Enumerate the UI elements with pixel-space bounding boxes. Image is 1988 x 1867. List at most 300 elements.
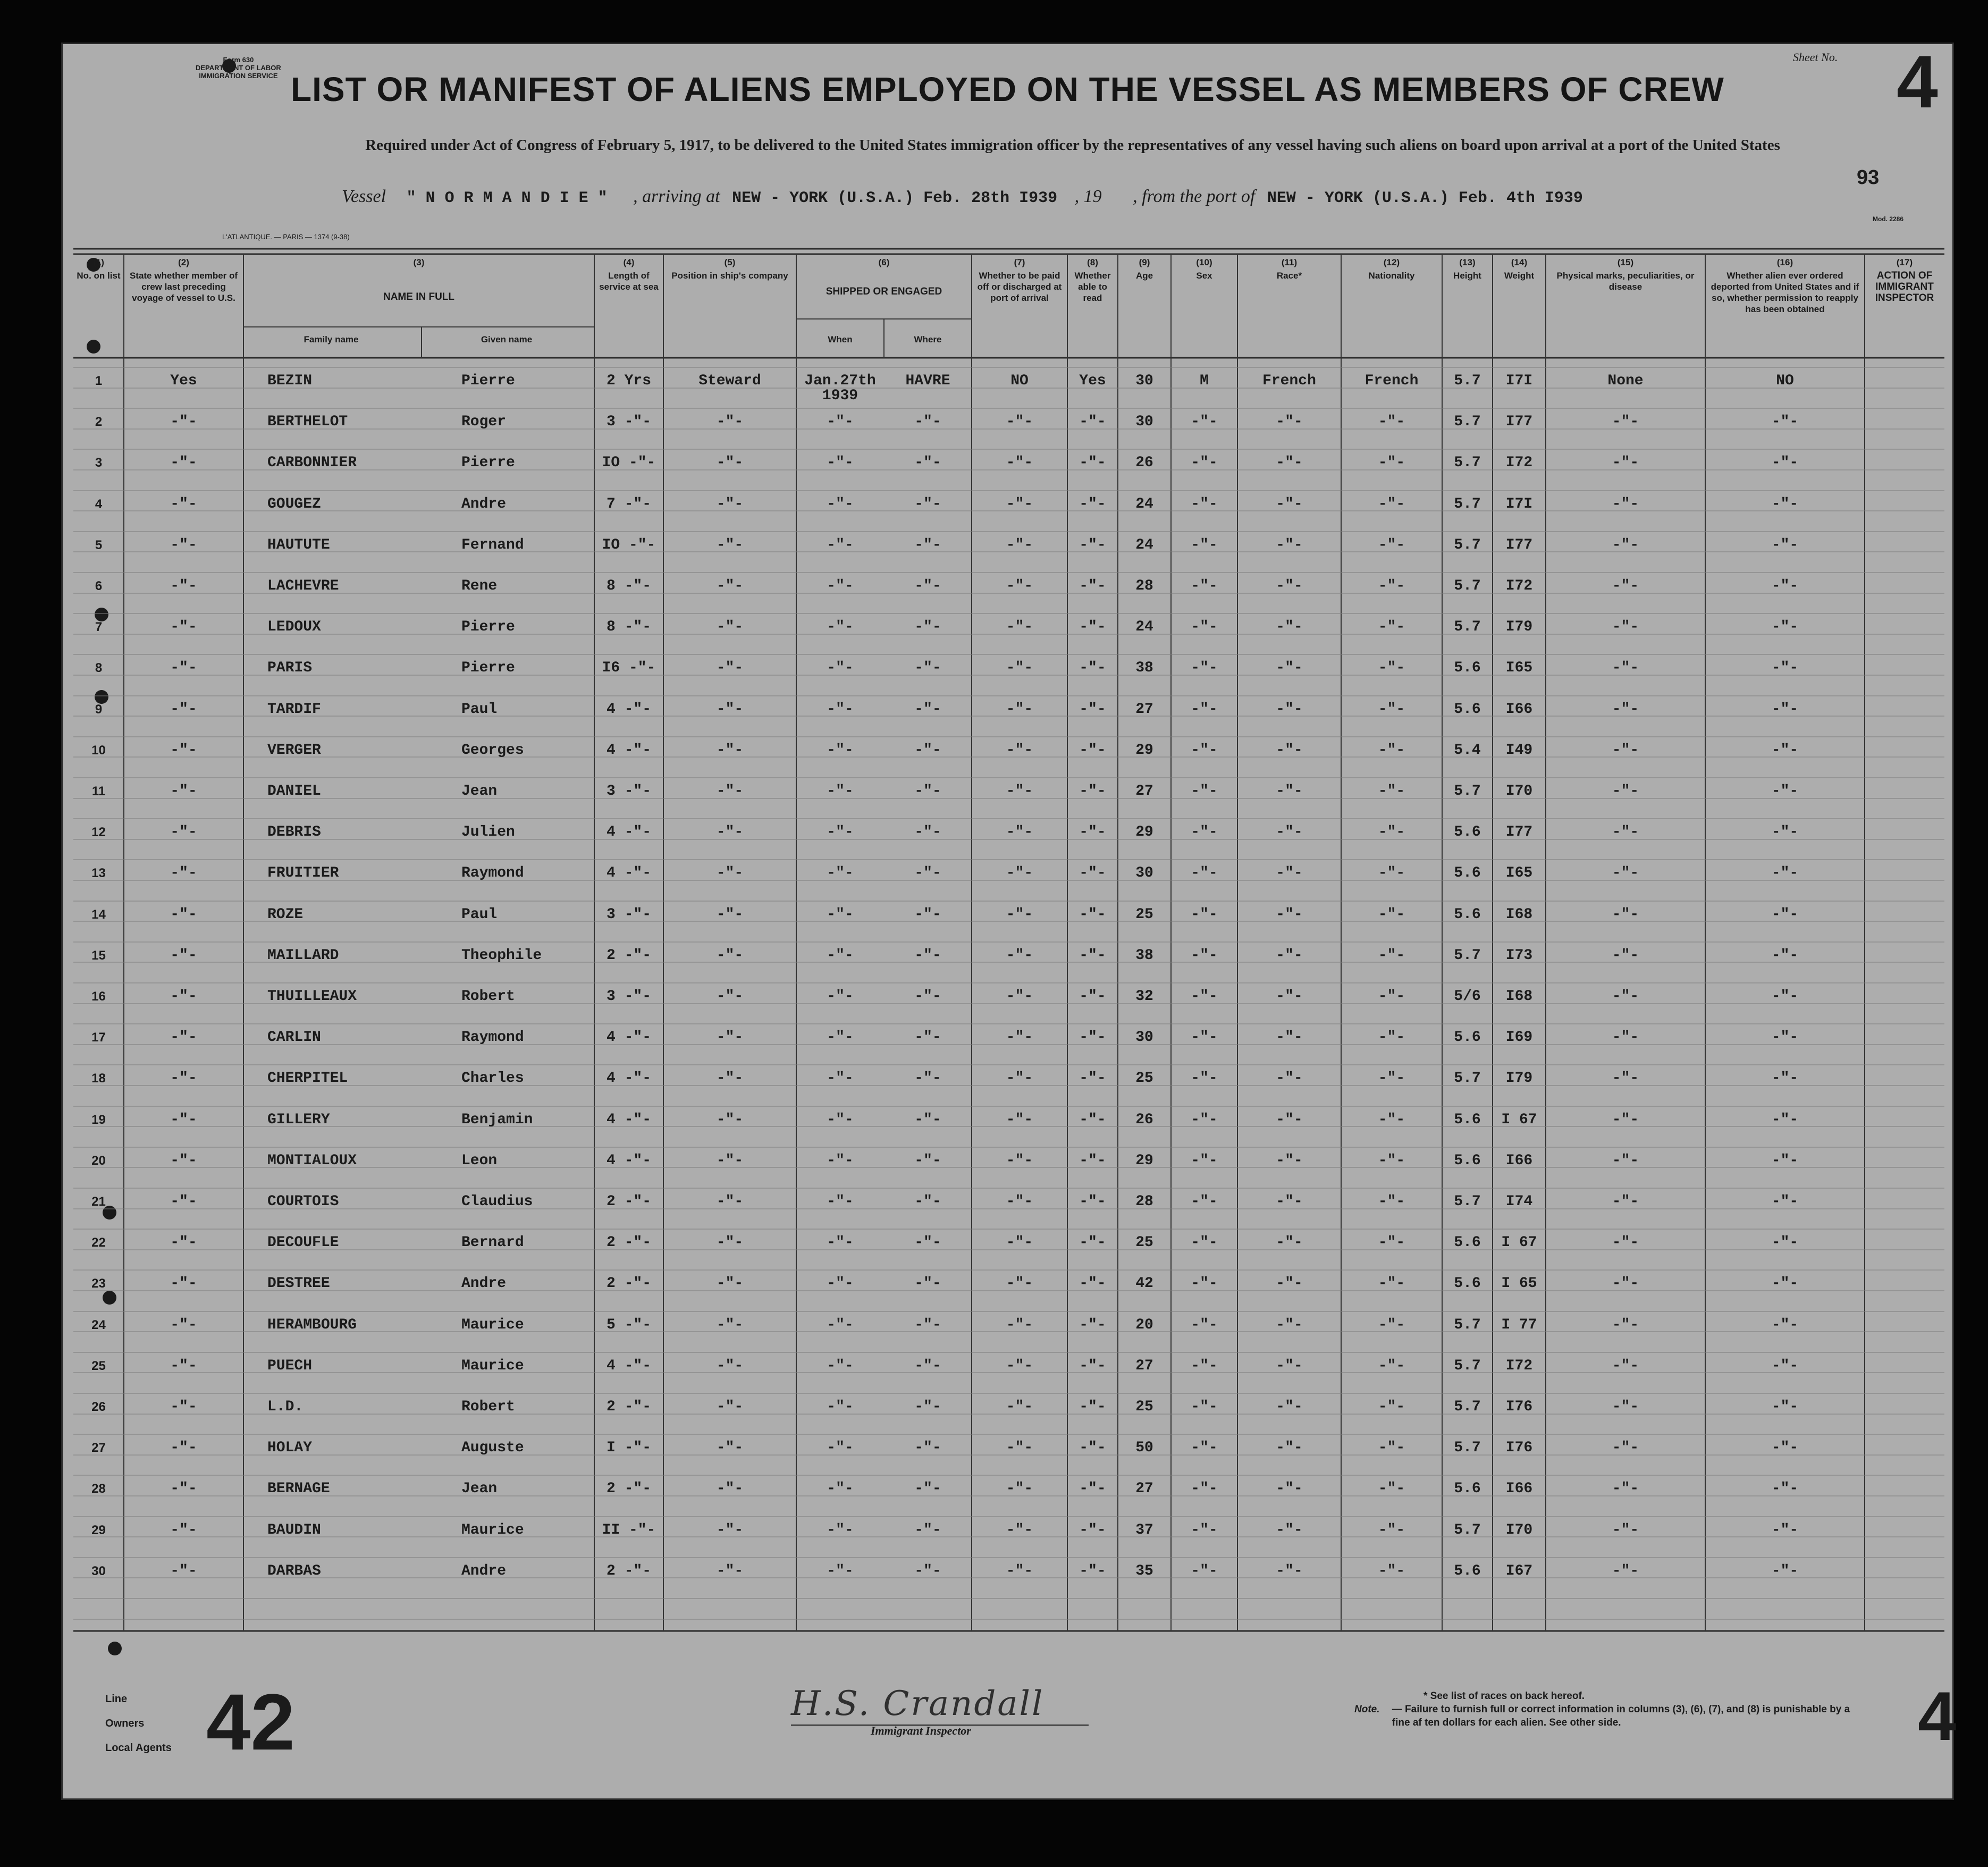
cell-given: Benjamin	[461, 1111, 533, 1128]
cell-marks: -"-	[1612, 783, 1639, 800]
cell-position: -"-	[716, 1275, 744, 1292]
cell-position: -"-	[716, 824, 744, 841]
cell-deported: -"-	[1771, 783, 1799, 800]
cell-service: 7 -"-	[606, 495, 651, 512]
column-subheader: When	[828, 334, 853, 344]
cell-paid: -"-	[1006, 619, 1033, 636]
cell-service: 8 -"-	[606, 578, 651, 594]
cell-nationality: -"-	[1378, 1357, 1405, 1374]
cell-sex: -"-	[1191, 1399, 1218, 1415]
cell-position: -"-	[716, 1399, 744, 1415]
cell-sex: -"-	[1191, 906, 1218, 923]
cell-service: 3 -"-	[606, 988, 651, 1005]
cell-race: -"-	[1276, 701, 1303, 718]
cell-sex: -"-	[1191, 701, 1218, 718]
manifest-sheet	[61, 40, 1957, 1800]
cell-sex: -"-	[1191, 1521, 1218, 1538]
cell-weight: I69	[1505, 1029, 1533, 1046]
cell-marks: -"-	[1612, 1193, 1639, 1210]
cell-no: 29	[91, 1523, 106, 1537]
cell-family: DANIEL	[267, 783, 321, 800]
cell-age: 24	[1135, 619, 1153, 636]
cell-sex: -"-	[1191, 783, 1218, 800]
cell-deported: -"-	[1771, 1481, 1799, 1498]
cell-read: -"-	[1079, 1316, 1106, 1333]
cell-prev: -"-	[170, 578, 197, 594]
cell-sex: -"-	[1191, 1440, 1218, 1457]
cell-read: -"-	[1079, 1275, 1106, 1292]
cell-read: -"-	[1079, 1399, 1106, 1415]
cell-service: 2 -"-	[606, 1481, 651, 1498]
cell-read: -"-	[1079, 495, 1106, 512]
column-number: (2)	[178, 257, 189, 267]
cell-when: -"-	[827, 1275, 854, 1292]
cell-paid: -"-	[1006, 495, 1033, 512]
cell-no: 13	[91, 866, 106, 881]
cell-height: 5.7	[1454, 947, 1481, 964]
cell-where: -"-	[914, 578, 941, 594]
cell-family: FRUITIER	[267, 865, 339, 882]
column-header: NAME IN FULL	[383, 291, 455, 302]
cell-position: -"-	[716, 1193, 744, 1210]
cell-sex: -"-	[1191, 660, 1218, 677]
cell-service: 4 -"-	[606, 1070, 651, 1087]
cell-family: MONTIALOUX	[267, 1152, 357, 1169]
cell-nationality: -"-	[1378, 906, 1405, 923]
cell-family: THUILLEAUX	[267, 988, 357, 1005]
cell-family: CARBONNIER	[267, 455, 357, 472]
cell-prev: -"-	[170, 1275, 197, 1292]
cell-deported: -"-	[1771, 1152, 1799, 1169]
cell-given: Pierre	[461, 619, 515, 636]
cell-given: Claudius	[461, 1193, 533, 1210]
cell-age: 25	[1135, 1234, 1153, 1251]
cell-nationality: -"-	[1378, 1070, 1405, 1087]
cell-when: -"-	[827, 947, 854, 964]
cell-given: Paul	[461, 906, 498, 923]
cell-deported: -"-	[1771, 1521, 1799, 1538]
cell-read: -"-	[1079, 578, 1106, 594]
cell-when: -"-	[827, 536, 854, 553]
column-header: Weight	[1504, 271, 1535, 281]
cell-when: -"-	[827, 865, 854, 882]
cell-paid: -"-	[1006, 1029, 1033, 1046]
cell-given: Theophile	[461, 947, 542, 964]
cell-race: -"-	[1276, 1521, 1303, 1538]
cell-height: 5.7	[1454, 1521, 1481, 1538]
cell-read: -"-	[1079, 701, 1106, 718]
cell-sex: M	[1200, 373, 1209, 389]
cell-prev: -"-	[170, 1029, 197, 1046]
cell-nationality: -"-	[1378, 1481, 1405, 1498]
cell-prev: -"-	[170, 865, 197, 882]
cell-where: -"-	[914, 906, 941, 923]
cell-prev: -"-	[170, 947, 197, 964]
cell-weight: I70	[1505, 783, 1533, 800]
cell-paid: -"-	[1006, 1399, 1033, 1415]
column-header: Age	[1135, 271, 1153, 281]
cell-race: -"-	[1276, 1070, 1303, 1087]
cell-family: GILLERY	[267, 1111, 330, 1128]
cell-weight: I76	[1505, 1440, 1533, 1457]
cell-family: CARLIN	[267, 1029, 321, 1046]
cell-sex: -"-	[1191, 1152, 1218, 1169]
sheet-number-footer: 4	[1918, 1677, 1957, 1755]
cell-position: -"-	[716, 536, 744, 553]
cell-nationality: -"-	[1378, 1316, 1405, 1333]
cell-family: CHERPITEL	[267, 1070, 348, 1087]
cell-service: 2 -"-	[606, 1562, 651, 1579]
cell-service: 5 -"-	[606, 1316, 651, 1333]
cell-age: 35	[1135, 1562, 1153, 1579]
cell-prev: -"-	[170, 1070, 197, 1087]
cell-when: -"-	[827, 1440, 854, 1457]
cell-marks: -"-	[1612, 1481, 1639, 1498]
mod-label: Mod. 2286	[1873, 215, 1904, 223]
cell-height: 5.7	[1454, 414, 1481, 431]
cell-height: 5.7	[1454, 1440, 1481, 1457]
cell-where: -"-	[914, 701, 941, 718]
cell-deported: -"-	[1771, 1440, 1799, 1457]
cell-prev: -"-	[170, 742, 197, 759]
cell-position: -"-	[716, 1111, 744, 1128]
cell-race: -"-	[1276, 1029, 1303, 1046]
cell-height: 5.6	[1454, 660, 1481, 677]
cell-position: -"-	[716, 455, 744, 472]
cell-when: -"-	[827, 619, 854, 636]
cell-read: -"-	[1079, 1521, 1106, 1538]
cell-paid: -"-	[1006, 988, 1033, 1005]
cell-prev: -"-	[170, 1316, 197, 1333]
document-title: LIST OR MANIFEST OF ALIENS EMPLOYED ON THE VESSEL AS MEMBERS OF CREW	[291, 70, 1724, 108]
cell-race: -"-	[1276, 1481, 1303, 1498]
cell-nationality: -"-	[1378, 660, 1405, 677]
cell-age: 27	[1135, 1481, 1153, 1498]
cell-where: -"-	[914, 1562, 941, 1579]
cell-sex: -"-	[1191, 1193, 1218, 1210]
cell-position: -"-	[716, 1481, 744, 1498]
cell-nationality: -"-	[1378, 1440, 1405, 1457]
cell-height: 5.7	[1454, 495, 1481, 512]
cell-read: -"-	[1079, 414, 1106, 431]
cell-given: Auguste	[461, 1440, 524, 1457]
cell-marks: -"-	[1612, 824, 1639, 841]
cell-when: -"-	[827, 495, 854, 512]
cell-given: Fernand	[461, 536, 524, 553]
cell-age: 28	[1135, 578, 1153, 594]
cell-read: -"-	[1079, 906, 1106, 923]
cell-height: 5.6	[1454, 906, 1481, 923]
cell-given: Andre	[461, 1275, 507, 1292]
cell-weight: I77	[1505, 824, 1533, 841]
cell-where: -"-	[914, 783, 941, 800]
page-number: 93	[1857, 166, 1880, 189]
cell-where: -"-	[914, 455, 941, 472]
cell-when: -"-	[827, 1234, 854, 1251]
cell-position: -"-	[716, 1440, 744, 1457]
cell-deported: -"-	[1771, 619, 1799, 636]
cell-paid: -"-	[1006, 1111, 1033, 1128]
inspector-label: Immigrant Inspector	[871, 1724, 971, 1737]
cell-position: -"-	[716, 1152, 744, 1169]
footer-notes	[1354, 1689, 1871, 1729]
cell-height: 5.7	[1454, 536, 1481, 553]
cell-deported: -"-	[1771, 824, 1799, 841]
cell-race: -"-	[1276, 1152, 1303, 1169]
cell-read: -"-	[1079, 1152, 1106, 1169]
cell-sex: -"-	[1191, 1275, 1218, 1292]
cell-marks: -"-	[1612, 1316, 1639, 1333]
cell-position: -"-	[716, 495, 744, 512]
cell-service: IO -"-	[602, 536, 656, 553]
cell-marks: -"-	[1612, 988, 1639, 1005]
cell-prev: -"-	[170, 1440, 197, 1457]
cell-age: 30	[1135, 414, 1153, 431]
cell-sex: -"-	[1191, 1562, 1218, 1579]
cell-deported: -"-	[1771, 988, 1799, 1005]
cell-age: 38	[1135, 660, 1153, 677]
cell-service: 4 -"-	[606, 824, 651, 841]
cell-race: -"-	[1276, 578, 1303, 594]
cell-weight: I70	[1505, 1521, 1533, 1538]
cell-age: 50	[1135, 1440, 1153, 1457]
cell-service: 2 -"-	[606, 1399, 651, 1415]
cell-prev: -"-	[170, 824, 197, 841]
cell-service: I6 -"-	[602, 660, 656, 677]
cell-where: -"-	[914, 495, 941, 512]
cell-sex: -"-	[1191, 1316, 1218, 1333]
cell-nationality: -"-	[1378, 495, 1405, 512]
cell-prev: -"-	[170, 495, 197, 512]
cell-when: -"-	[827, 455, 854, 472]
cell-nationality: -"-	[1378, 1029, 1405, 1046]
cell-position: -"-	[716, 1521, 744, 1538]
cell-height: 5.7	[1454, 1316, 1481, 1333]
cell-where: -"-	[914, 1234, 941, 1251]
cell-age: 25	[1135, 906, 1153, 923]
cell-position: -"-	[716, 783, 744, 800]
cell-prev: -"-	[170, 414, 197, 431]
cell-prev: -"-	[170, 660, 197, 677]
cell-paid: -"-	[1006, 1275, 1033, 1292]
cell-given: Paul	[461, 701, 498, 718]
cell-deported: -"-	[1771, 865, 1799, 882]
cell-paid: NO	[1010, 373, 1029, 389]
cell-when: -"-	[827, 1562, 854, 1579]
cell-height: 5.6	[1454, 1481, 1481, 1498]
cell-marks: -"-	[1612, 1234, 1639, 1251]
cell-age: 24	[1135, 495, 1153, 512]
cell-age: 30	[1135, 373, 1153, 389]
cell-weight: I74	[1505, 1193, 1533, 1210]
cell-position: -"-	[716, 414, 744, 431]
cell-given: Roger	[461, 414, 507, 431]
cell-race: -"-	[1276, 783, 1303, 800]
cell-race: -"-	[1276, 824, 1303, 841]
cell-family: COURTOIS	[267, 1193, 339, 1210]
cell-race: -"-	[1276, 865, 1303, 882]
column-subheader: Family name	[304, 334, 359, 344]
column-number: (4)	[623, 257, 635, 267]
cell-paid: -"-	[1006, 701, 1033, 718]
cell-prev: -"-	[170, 455, 197, 472]
cell-service: 3 -"-	[606, 414, 651, 431]
cell-given: Leon	[461, 1152, 498, 1169]
cell-paid: -"-	[1006, 783, 1033, 800]
cell-height: 5.6	[1454, 1152, 1481, 1169]
cell-paid: -"-	[1006, 1521, 1033, 1538]
cell-position: -"-	[716, 906, 744, 923]
cell-height: 5.7	[1454, 1399, 1481, 1415]
cell-paid: -"-	[1006, 414, 1033, 431]
cell-read: -"-	[1079, 1357, 1106, 1374]
cell-paid: -"-	[1006, 1152, 1033, 1169]
cell-paid: -"-	[1006, 906, 1033, 923]
cell-family: DARBAS	[267, 1562, 321, 1579]
cell-marks: -"-	[1612, 455, 1639, 472]
cell-service: 2 -"-	[606, 1275, 651, 1292]
cell-service: II -"-	[602, 1521, 656, 1538]
cell-age: 29	[1135, 1152, 1153, 1169]
cell-race: -"-	[1276, 414, 1303, 431]
cell-when: -"-	[827, 1357, 854, 1374]
cell-marks: -"-	[1612, 1111, 1639, 1128]
cell-where: HAVRE	[905, 373, 950, 389]
cell-no: 30	[91, 1563, 106, 1578]
cell-deported: -"-	[1771, 536, 1799, 553]
column-header: Nationality	[1368, 271, 1415, 281]
cell-age: 29	[1135, 824, 1153, 841]
cell-no: 6	[95, 579, 103, 593]
cell-read: -"-	[1079, 1481, 1106, 1498]
cell-weight: I49	[1505, 742, 1533, 759]
cell-when: -"-	[827, 1521, 854, 1538]
cell-service: 3 -"-	[606, 906, 651, 923]
cell-weight: I 77	[1501, 1316, 1537, 1333]
cell-nationality: -"-	[1378, 414, 1405, 431]
cell-position: -"-	[716, 1562, 744, 1579]
cell-height: 5.7	[1454, 619, 1481, 636]
cell-nationality: -"-	[1378, 783, 1405, 800]
cell-where: -"-	[914, 947, 941, 964]
cell-weight: I66	[1505, 1481, 1533, 1498]
cell-family: LACHEVRE	[267, 578, 339, 594]
cell-deported: -"-	[1771, 1316, 1799, 1333]
cell-weight: I65	[1505, 865, 1533, 882]
cell-when: -"-	[827, 906, 854, 923]
cell-height: 5.7	[1454, 455, 1481, 472]
cell-sex: -"-	[1191, 824, 1218, 841]
cell-where: -"-	[914, 742, 941, 759]
cell-given: Julien	[461, 824, 515, 841]
cell-service: 4 -"-	[606, 1152, 651, 1169]
column-header: Height	[1453, 271, 1481, 281]
cell-where: -"-	[914, 1070, 941, 1087]
cell-family: HERAMBOURG	[267, 1316, 357, 1333]
cell-position: -"-	[716, 1029, 744, 1046]
cell-family: HAUTUTE	[267, 536, 330, 553]
cell-service: 8 -"-	[606, 619, 651, 636]
cell-family: VERGER	[267, 742, 321, 759]
cell-service: 2 -"-	[606, 947, 651, 964]
cell-marks: -"-	[1612, 1029, 1639, 1046]
cell-position: -"-	[716, 947, 744, 964]
cell-deported: -"-	[1771, 947, 1799, 964]
cell-family: ROZE	[267, 906, 304, 923]
cell-service: 4 -"-	[606, 1111, 651, 1128]
cell-service: 4 -"-	[606, 1029, 651, 1046]
cell-weight: I 67	[1501, 1234, 1537, 1251]
column-header: State whether member of crew last preceding voyage of vessel to U.S.	[129, 271, 238, 303]
cell-age: 26	[1135, 455, 1153, 472]
cell-where: -"-	[914, 1399, 941, 1415]
column-number: (3)	[413, 257, 425, 267]
cell-marks: -"-	[1612, 701, 1639, 718]
cell-no: 27	[91, 1441, 106, 1456]
cell-family: PUECH	[267, 1357, 313, 1374]
cell-no: 4	[95, 497, 103, 511]
cell-race: -"-	[1276, 988, 1303, 1005]
cell-no: 19	[91, 1112, 106, 1127]
cell-where: -"-	[914, 660, 941, 677]
cell-prev: -"-	[170, 783, 197, 800]
cell-height: 5.7	[1454, 783, 1481, 800]
cell-weight: I72	[1505, 1357, 1533, 1374]
cell-read: -"-	[1079, 947, 1106, 964]
cell-deported: -"-	[1771, 495, 1799, 512]
cell-marks: -"-	[1612, 1152, 1639, 1169]
arriving-label: , arriving at	[633, 187, 720, 206]
cell-nationality: French	[1364, 373, 1419, 389]
cell-given: Pierre	[461, 660, 515, 677]
cell-race: -"-	[1276, 1440, 1303, 1457]
cell-race: -"-	[1276, 1316, 1303, 1333]
cell-paid: -"-	[1006, 824, 1033, 841]
cell-prev: -"-	[170, 1521, 197, 1538]
cell-no: 22	[91, 1235, 106, 1250]
cell-when: -"-	[827, 1481, 854, 1498]
cell-height: 5.6	[1454, 824, 1481, 841]
cell-height: 5/6	[1454, 988, 1481, 1005]
cell-height: 5.6	[1454, 865, 1481, 882]
cell-race: -"-	[1276, 742, 1303, 759]
cell-when: -"-	[827, 1029, 854, 1046]
cell-marks: -"-	[1612, 1275, 1639, 1292]
column-header: Whether alien ever ordered deported from United States and if so, whether permission to reapply has been obtained	[1711, 271, 1859, 314]
cell-where: -"-	[914, 1193, 941, 1210]
cell-prev: -"-	[170, 1152, 197, 1169]
cell-no: 2	[95, 415, 103, 430]
cell-no: 25	[91, 1358, 106, 1373]
cell-age: 27	[1135, 783, 1153, 800]
cell-position: -"-	[716, 1357, 744, 1374]
cell-family: HOLAY	[267, 1440, 313, 1457]
cell-nationality: -"-	[1378, 1234, 1405, 1251]
cell-race: -"-	[1276, 906, 1303, 923]
cell-sex: -"-	[1191, 619, 1218, 636]
vessel-name: " N O R M A N D I E "	[406, 189, 608, 207]
cell-read: -"-	[1079, 1562, 1106, 1579]
column-number: (5)	[724, 257, 736, 267]
column-number: (1)	[93, 257, 104, 267]
cell-marks: -"-	[1612, 495, 1639, 512]
cell-deported: -"-	[1771, 578, 1799, 594]
cell-when: -"-	[827, 1152, 854, 1169]
cell-when: -"-	[827, 1193, 854, 1210]
cell-family: DECOUFLE	[267, 1234, 339, 1251]
cell-age: 24	[1135, 536, 1153, 553]
cell-read: Yes	[1079, 373, 1106, 389]
